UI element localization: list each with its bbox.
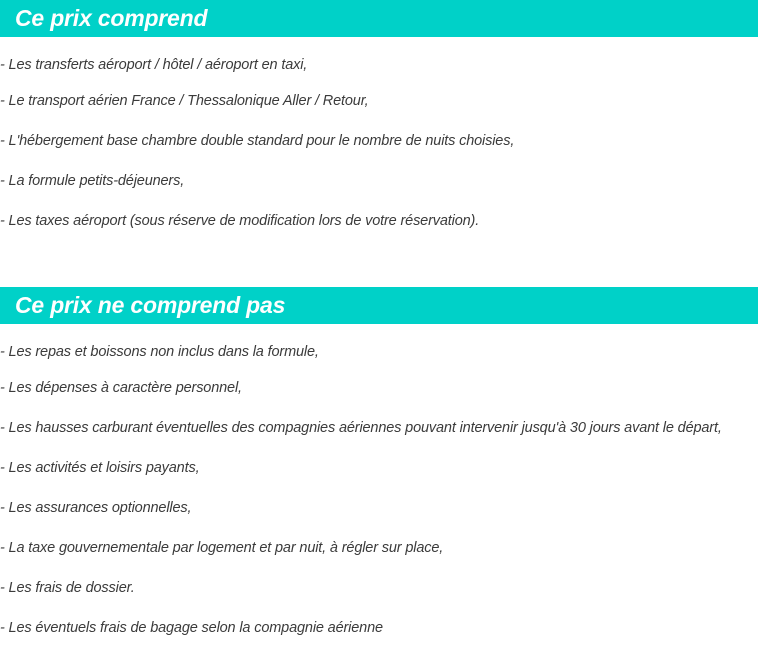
price-excludes-section	[0, 287, 758, 652]
list-item: - Les frais de dossier.	[0, 580, 135, 596]
price-excludes-header	[0, 287, 758, 324]
price-includes-section	[0, 0, 758, 245]
list-item: - Les activités et loisirs payants,	[0, 460, 200, 476]
list-item: - La formule petits-déjeuners,	[0, 173, 185, 189]
price-excludes-list	[0, 324, 758, 652]
list-item: - Le transport aérien France / Thessalonique Aller / Retour,	[0, 93, 369, 109]
list-item: - La taxe gouvernementale par logement et par nuit, à régler sur place,	[0, 540, 444, 556]
list-item: - Les éventuels frais de bagage selon la compagnie aérienne	[0, 620, 383, 636]
list-item: - L'hébergement base chambre double standard pour le nombre de nuits choisies,	[0, 133, 515, 149]
list-item: - Les taxes aéroport (sous réserve de modification lors de votre réservation).	[0, 213, 480, 229]
price-excludes-title: Ce prix ne comprend pas	[15, 292, 286, 318]
price-includes-title: Ce prix comprend	[15, 5, 208, 31]
list-item: - Les dépenses à caractère personnel,	[0, 380, 242, 396]
price-includes-header	[0, 0, 758, 37]
list-item: - Les hausses carburant éventuelles des compagnies aériennes pouvant intervenir jusqu'à 30 jours avant le départ,	[0, 420, 722, 436]
list-item: - Les transferts aéroport / hôtel / aéroport en taxi,	[0, 57, 308, 73]
list-item: - Les repas et boissons non inclus dans la formule,	[0, 344, 319, 360]
list-item: - Les assurances optionnelles,	[0, 500, 192, 516]
price-includes-list	[0, 37, 758, 245]
